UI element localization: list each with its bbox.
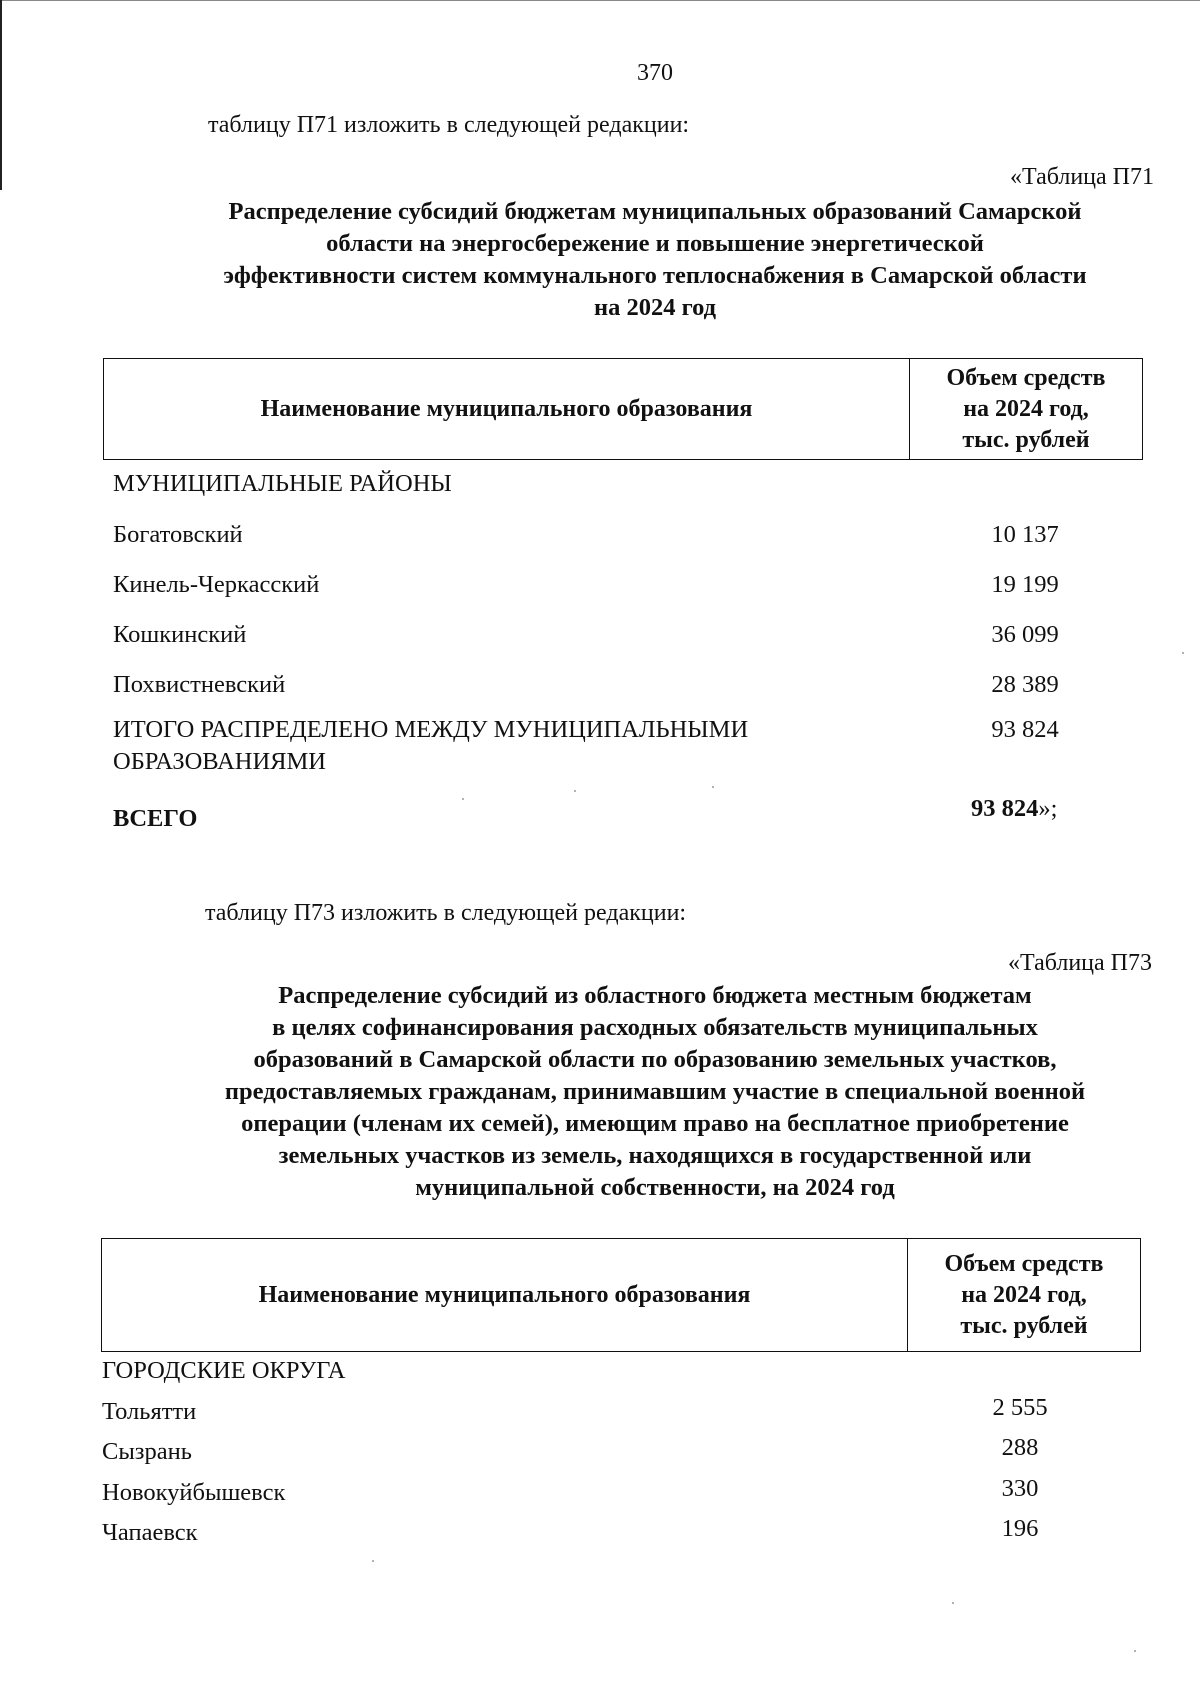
- header-volume-line: Объем средств: [946, 364, 1106, 391]
- section-intro: таблицу П71 изложить в следующей редакции:: [208, 112, 690, 138]
- row-value: 330: [1001, 1475, 1039, 1502]
- title-line: области на энергосбережение и повышение энергетической: [326, 230, 984, 257]
- header-volume-line: Объем средств: [944, 1250, 1104, 1277]
- total-name: ВСЕГО: [113, 805, 198, 832]
- table-reference: «Таблица П71: [1010, 164, 1154, 190]
- table-reference: «Таблица П73: [1008, 950, 1152, 976]
- scan-speck: [462, 798, 464, 800]
- scan-top-edge: [0, 0, 1200, 1]
- subtotal-name-line: ИТОГО РАСПРЕДЕЛЕНО МЕЖДУ МУНИЦИПАЛЬНЫМИ: [113, 716, 749, 743]
- section-intro: таблицу П73 изложить в следующей редакции:: [205, 900, 687, 926]
- row-name: Кошкинский: [113, 621, 247, 648]
- header-volume-line: на 2024 год,: [963, 395, 1089, 422]
- header-volume: [908, 1239, 1140, 1351]
- title-line: Распределение субсидий из областного бюджета местным бюджетам: [278, 982, 1032, 1009]
- table-title: [100, 196, 1200, 324]
- page-number: 370: [637, 60, 673, 86]
- scan-speck: [574, 790, 576, 792]
- row-value: 28 389: [991, 671, 1059, 698]
- title-line: операции (членам их семей), имеющим право на бесплатное приобретение: [241, 1110, 1069, 1137]
- header-volume: [910, 359, 1142, 459]
- header-volume-line: тыс. рублей: [960, 1312, 1088, 1339]
- title-line: в целях софинансирования расходных обязательств муниципальных: [272, 1014, 1038, 1041]
- table-title: [100, 980, 1200, 1204]
- row-value: 196: [1001, 1515, 1039, 1542]
- row-value: 2 555: [992, 1394, 1048, 1421]
- scan-margin-line: [0, 0, 2, 190]
- scan-speck: [1182, 652, 1184, 654]
- row-name: Кинель-Черкасский: [113, 571, 320, 598]
- total-suffix: »;: [1038, 795, 1058, 822]
- row-name: Чапаевск: [102, 1519, 198, 1546]
- title-line: образований в Самарской области по образованию земельных участков,: [253, 1046, 1057, 1073]
- row-name: Тольятти: [102, 1398, 197, 1425]
- scan-speck: [952, 1602, 954, 1604]
- total-value: 93 824: [971, 795, 1039, 822]
- subtotal-row: [113, 714, 1073, 784]
- title-line: земельных участков из земель, находящихся в государственной или: [278, 1142, 1032, 1169]
- header-name: Наименование муниципального образования: [104, 359, 910, 459]
- total-value-wrap: [971, 793, 1057, 825]
- row-name: Похвистневский: [113, 671, 286, 698]
- header-volume-line: на 2024 год,: [961, 1281, 1087, 1308]
- table-header: [101, 1238, 1141, 1352]
- title-line: на 2024 год: [593, 294, 717, 321]
- row-value: 288: [1001, 1434, 1039, 1461]
- row-value: 10 137: [991, 521, 1059, 548]
- title-line: муниципальной собственности, на 2024 год: [415, 1174, 895, 1201]
- row-value: 19 199: [991, 571, 1059, 598]
- header-name: Наименование муниципального образования: [102, 1239, 908, 1351]
- title-line: эффективности систем коммунального теплоснабжения в Самарской области: [223, 262, 1087, 289]
- group-label: МУНИЦИПАЛЬНЫЕ РАЙОНЫ: [113, 470, 452, 497]
- title-line: Распределение субсидий бюджетам муниципальных образований Самарской: [228, 198, 1082, 225]
- scan-speck: [712, 786, 714, 788]
- header-volume-line: тыс. рублей: [962, 426, 1090, 453]
- row-value: 36 099: [991, 621, 1059, 648]
- scan-speck: [372, 1560, 374, 1562]
- subtotal-name-line: ОБРАЗОВАНИЯМИ: [113, 748, 326, 775]
- row-name: Сызрань: [102, 1438, 192, 1465]
- title-line: предоставляемых гражданам, принимавшим участие в специальной военной: [224, 1078, 1086, 1105]
- scan-speck: [1134, 1650, 1136, 1652]
- row-name: Богатовский: [113, 521, 243, 548]
- subtotal-value: 93 824: [991, 716, 1059, 743]
- group-label: ГОРОДСКИЕ ОКРУГА: [102, 1357, 346, 1384]
- row-name: Новокуйбышевск: [102, 1479, 286, 1506]
- subtotal-name: [113, 714, 748, 778]
- table-header: [103, 358, 1143, 460]
